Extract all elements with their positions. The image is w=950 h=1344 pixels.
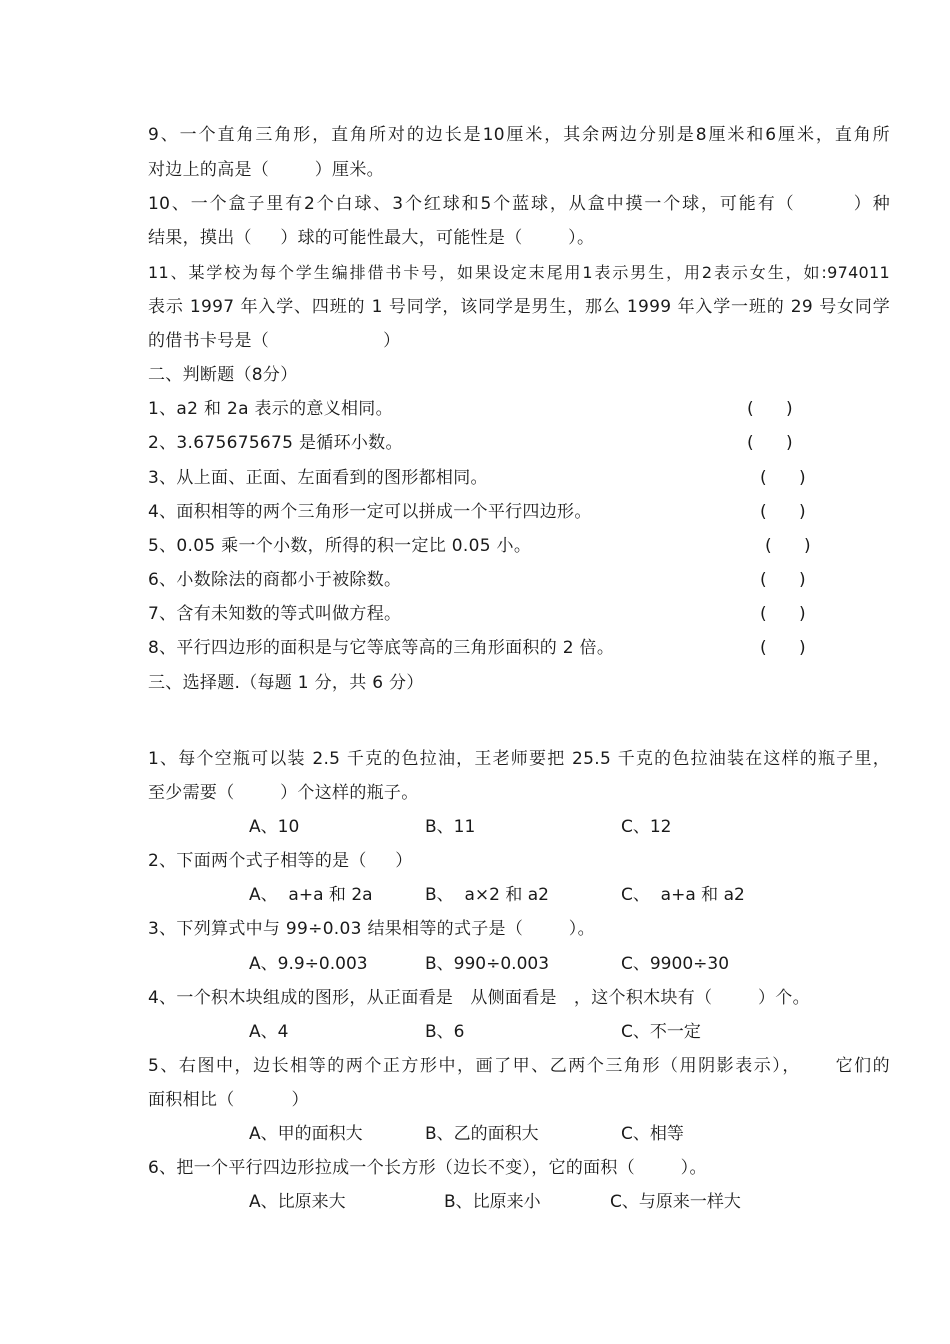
- mc-q3-option-b[interactable]: B、990÷0.003: [425, 954, 550, 974]
- mc-q5-option-b[interactable]: B、乙的面积大: [425, 1124, 539, 1144]
- mc-q3-option-c[interactable]: C、9900÷30: [621, 954, 730, 974]
- tf-answer-4[interactable]: ( ): [760, 502, 806, 522]
- tf-answer-7[interactable]: ( ): [760, 604, 806, 624]
- mc-q2-line1: 2、下面两个式子相等的是（ ）: [148, 851, 413, 871]
- tf-item-8: 8、平行四边形的面积是与它等底等高的三角形面积的 2 倍。: [148, 638, 615, 658]
- mc-q5-line2: 面积相比（ ）: [148, 1090, 309, 1110]
- section2-heading: 二、判断题（8分）: [148, 365, 298, 385]
- mc-q3-line1: 3、下列算式中与 99÷0.03 结果相等的式子是（ ）。: [148, 919, 595, 939]
- mc-q6-line1: 6、把一个平行四边形拉成一个长方形（边长不变），它的面积（ ）。: [148, 1158, 707, 1178]
- mc-q5-option-c[interactable]: C、相等: [621, 1124, 684, 1144]
- q11-line1: 11、某学校为每个学生编排借书卡号，如果设定末尾用1表示男生，用2表示女生，如:974011: [148, 263, 890, 282]
- mc-q4-option-a[interactable]: A、4: [249, 1022, 289, 1042]
- mc-q5-option-a[interactable]: A、甲的面积大: [249, 1124, 363, 1144]
- tf-item-3: 3、从上面、正面、左面看到的图形都相同。: [148, 468, 488, 488]
- mc-q1-option-c[interactable]: C、12: [621, 817, 672, 837]
- mc-q1-line2: 至少需要（ ）个这样的瓶子。: [148, 783, 419, 803]
- tf-item-5: 5、0.05 乘一个小数，所得的积一定比 0.05 小。: [148, 536, 532, 556]
- mc-q1-option-a[interactable]: A、10: [249, 817, 300, 837]
- tf-item-6: 6、小数除法的商都小于被除数。: [148, 570, 402, 590]
- mc-q6-option-b[interactable]: B、比原来小: [444, 1192, 541, 1212]
- mc-q4-option-b[interactable]: B、6: [425, 1022, 465, 1042]
- tf-answer-6[interactable]: ( ): [760, 570, 806, 590]
- q10-line2: 结果，摸出（ ）球的可能性最大，可能性是（ ）。: [148, 228, 595, 248]
- mc-q5-line1: 5、右图中，边长相等的两个正方形中，画了甲、乙两个三角形（用阴影表示）， 它们的: [148, 1056, 890, 1076]
- tf-item-7: 7、含有未知数的等式叫做方程。: [148, 604, 402, 624]
- mc-q2-option-c[interactable]: C、 a+a 和 a2: [621, 885, 745, 905]
- mc-q1-option-b[interactable]: B、11: [425, 817, 476, 837]
- mc-q4-line1: 4、一个积木块组成的图形，从正面看是 从侧面看是 ，这个积木块有（ ）个。: [148, 988, 810, 1008]
- mc-q2-option-a[interactable]: A、 a+a 和 2a: [249, 885, 373, 905]
- mc-q1-line1: 1、每个空瓶可以装 2.5 千克的色拉油，王老师要把 25.5 千克的色拉油装在这样的瓶子里，: [148, 749, 890, 769]
- tf-item-1: 1、a2 和 2a 表示的意义相同。: [148, 399, 393, 419]
- tf-item-4: 4、面积相等的两个三角形一定可以拼成一个平行四边形。: [148, 502, 592, 522]
- section3-heading: 三、选择题.（每题 1 分，共 6 分）: [148, 673, 424, 693]
- q11-line3: 的借书卡号是（ ）: [148, 331, 401, 351]
- mc-q3-option-a[interactable]: A、9.9÷0.003: [249, 954, 368, 974]
- mc-q4-option-c[interactable]: C、不一定: [621, 1022, 701, 1042]
- q11-line2: 表示 1997 年入学、四班的 1 号同学，该同学是男生，那么 1999 年入学一班的 29 号女同学: [148, 297, 890, 317]
- q9-line1: 9、一个直角三角形，直角所对的边长是10厘米，其余两边分别是8厘米和6厘米，直角所: [148, 125, 890, 145]
- mc-q6-option-a[interactable]: A、比原来大: [249, 1192, 346, 1212]
- tf-answer-1[interactable]: ( ): [747, 399, 793, 419]
- mc-q2-option-b[interactable]: B、 a×2 和 a2: [425, 885, 549, 905]
- q10-line1: 10、一个盒子里有2个白球、3个红球和5个蓝球，从盒中摸一个球，可能有（ ）种: [148, 194, 890, 214]
- q9-line2: 对边上的高是（ ）厘米。: [148, 160, 384, 180]
- tf-answer-5[interactable]: ( ): [765, 536, 811, 556]
- tf-answer-3[interactable]: ( ): [760, 468, 806, 488]
- tf-item-2: 2、3.675675675 是循环小数。: [148, 433, 403, 453]
- mc-q6-option-c[interactable]: C、与原来一样大: [610, 1192, 741, 1212]
- tf-answer-2[interactable]: ( ): [747, 433, 793, 453]
- tf-answer-8[interactable]: ( ): [760, 638, 806, 658]
